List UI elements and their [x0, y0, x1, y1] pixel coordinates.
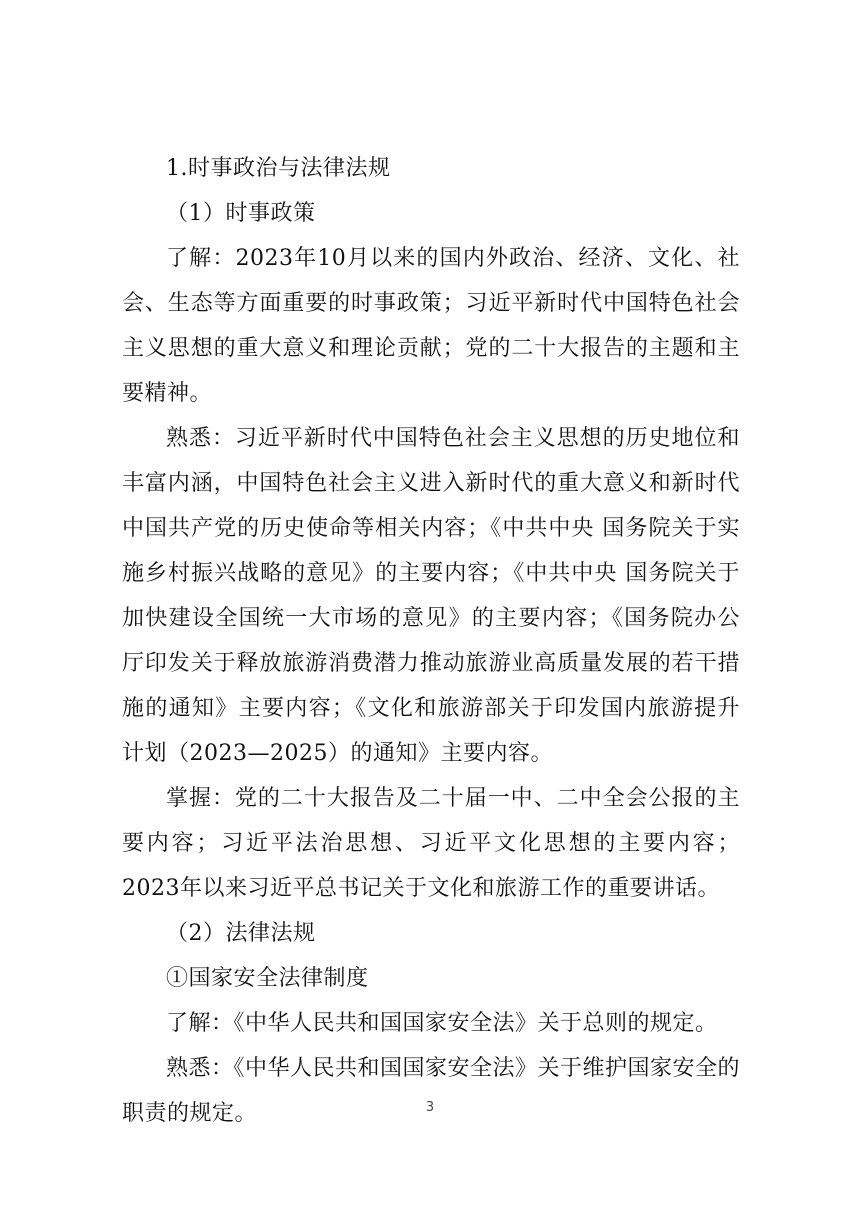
section-heading: 1.时事政治与法律法规	[166, 156, 391, 181]
page-number: 3	[425, 1100, 435, 1115]
subsection-heading-current-policy: （1）时事政策	[166, 201, 316, 226]
paragraph-familiar-security-law: 熟悉：《中华人民共和国国家安全法》关于维护国家安全的职责的规定。	[122, 1056, 741, 1126]
subsection-heading-laws: （2）法律法规	[166, 921, 316, 946]
paragraph-familiar-policy: 熟悉：习近平新时代中国特色社会主义思想的历史地位和丰富内涵，中国特色社会主义进入新时代的重大意义和新时代中国共产党的历史使命等相关内容；《中共中央 国务院关于实施乡村振兴战略的意见》的主要内容；《中共中央 国务院关于加快建设全国统一大市场的意见》的主要内容；《国务院办公厅印发关于释放旅游消费潜力推动旅游业高质量发展的若干措施的通知》主要内容；《文化和旅游部关于印发国内旅游提升计划（2023—2025）的通知》主要内容。	[122, 426, 740, 766]
subsection-heading-national-security: ①国家安全法律制度	[166, 966, 369, 991]
document-body	[122, 146, 740, 1136]
paragraph-master-policy: 掌握：党的二十大报告及二十届一中、二中全会公报的主要内容；习近平法治思想、习近平文化思想的主要内容；2023年以来习近平总书记关于文化和旅游工作的重要讲话。	[122, 786, 740, 901]
paragraph-understand-policy: 了解：2023年10月以来的国内外政治、经济、文化、社会、生态等方面重要的时事政策；习近平新时代中国特色社会主义思想的重大意义和理论贡献；党的二十大报告的主题和主要精神。	[122, 246, 740, 406]
paragraph-understand-security-law: 了解：《中华人民共和国国家安全法》关于总则的规定。	[166, 1011, 718, 1036]
